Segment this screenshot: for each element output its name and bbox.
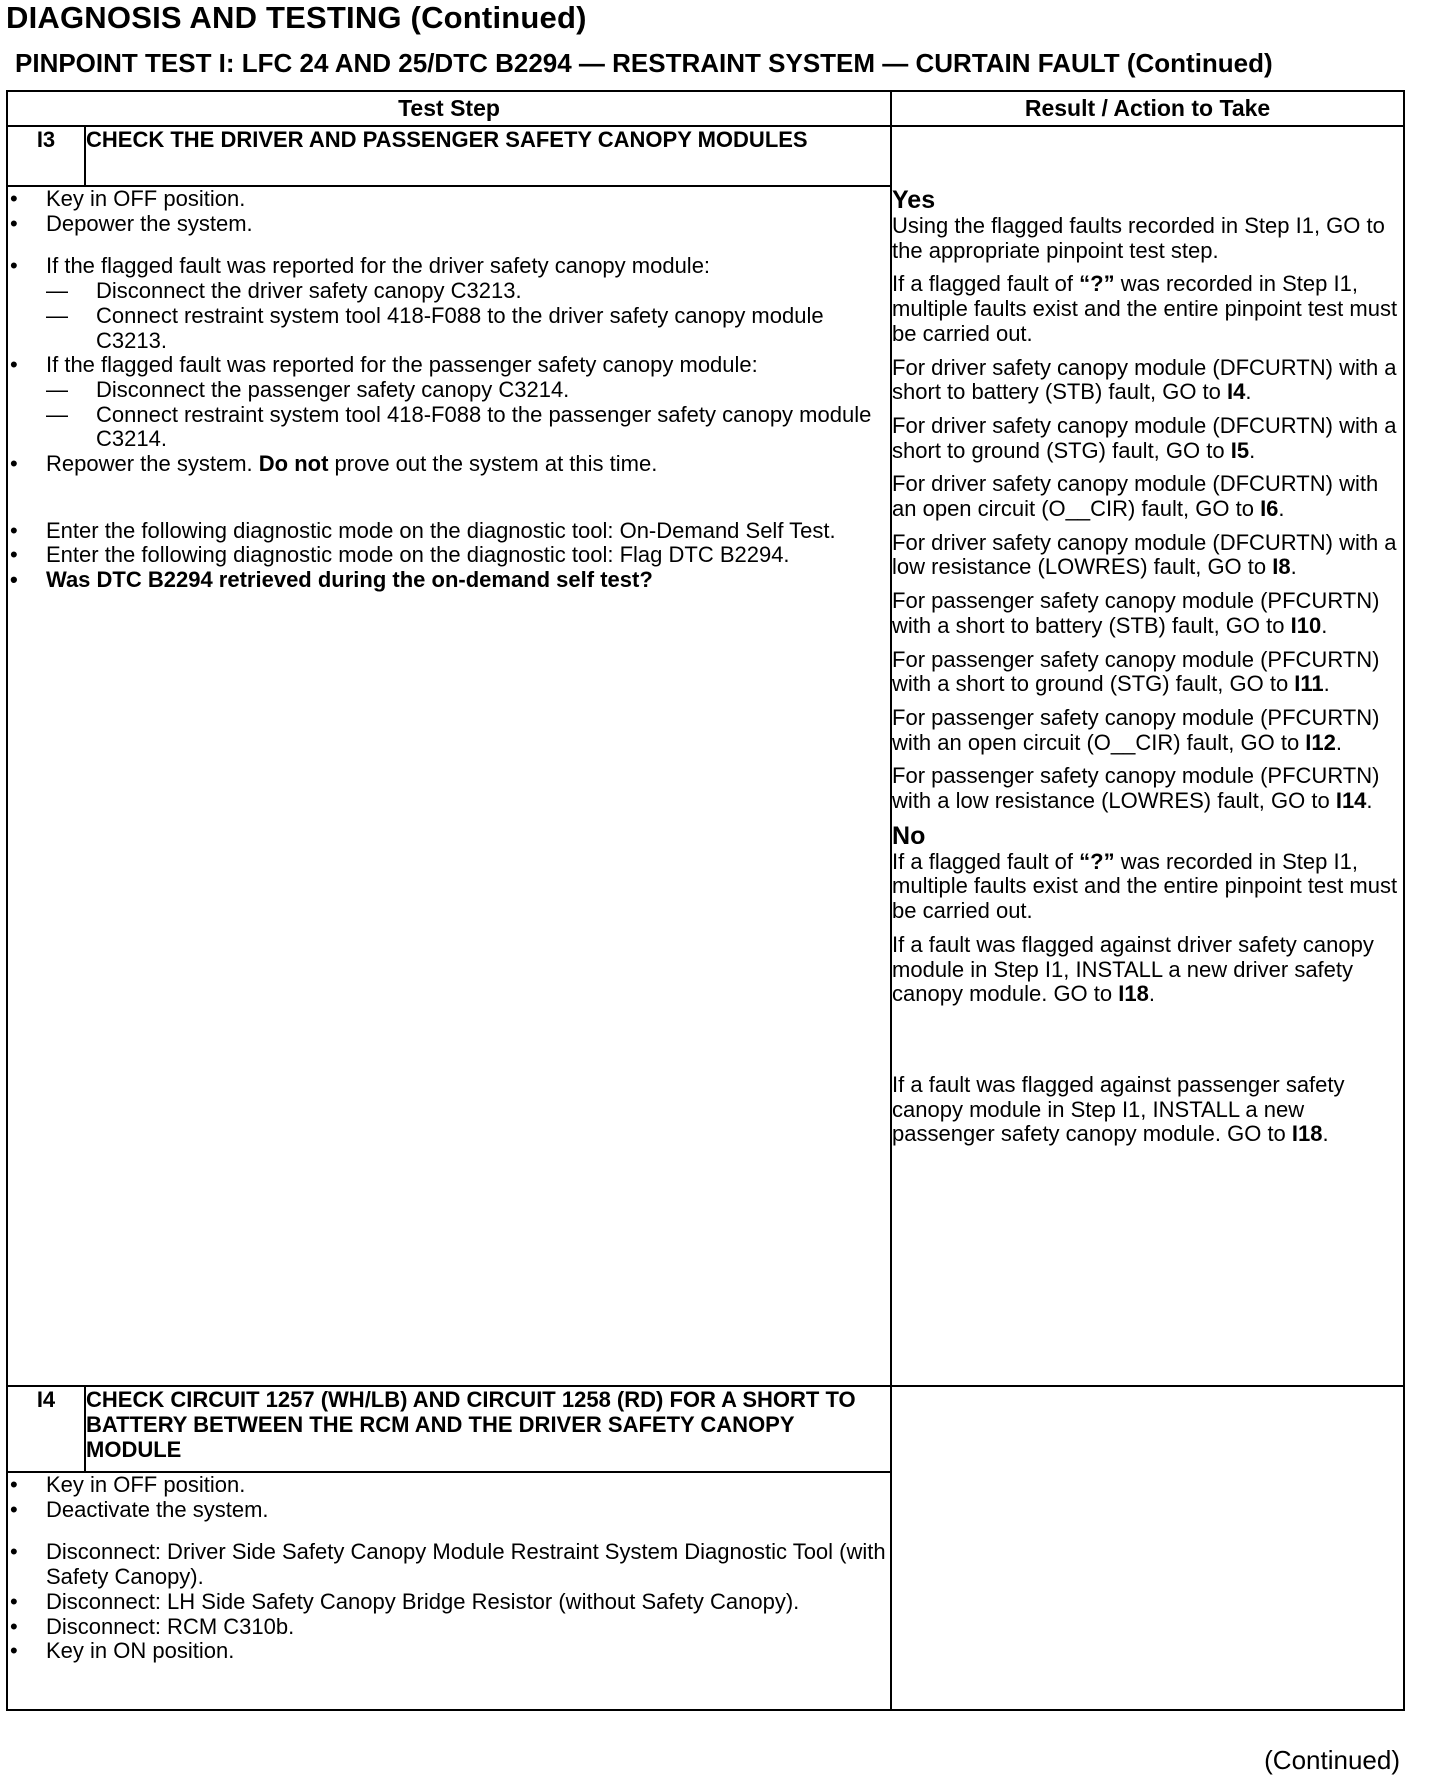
step-i4-heading-row xyxy=(7,1386,1404,1472)
sub-step-item: — Disconnect the passenger safety canopy C3214. xyxy=(46,378,890,403)
sub-step-item: — Connect restraint system tool 418-F088 to the passenger safety canopy module C3214. xyxy=(46,403,890,452)
result-fault: For driver safety canopy module (DFCURTN) with an open circuit (O__CIR) fault, GO to I6. xyxy=(892,471,1379,522)
page-title: DIAGNOSIS AND TESTING (Continued) xyxy=(6,0,587,35)
result-fault: For passenger safety canopy module (PFCURTN) with a low resistance (LOWRES) fault, GO to I14. xyxy=(892,763,1380,814)
test-step-header: Test Step xyxy=(7,91,891,126)
step-i3-heading-row xyxy=(7,126,1404,186)
step-i4-instructions xyxy=(7,1472,891,1710)
step-item: • If the flagged fault was reported for the driver safety canopy module: — Disconnect the driver safety canopy C3213. — Connect restraint system tool 418-F088 to the driver safety canopy module C3213. xyxy=(8,254,890,353)
result-fault: For passenger safety canopy module (PFCURTN) with a short to ground (STG) fault, GO to I11. xyxy=(892,646,1380,697)
result-text: If a fault was flagged against passenger safety canopy module in Step I1, INSTALL a new passenger safety canopy module. GO to I18. xyxy=(892,1071,1345,1147)
go-step-link[interactable]: I8 xyxy=(1272,554,1291,580)
go-step-link[interactable]: I4 xyxy=(1227,379,1246,405)
table-header-row xyxy=(7,91,1404,126)
go-step-link[interactable]: I14 xyxy=(1335,788,1367,814)
yes-label: Yes xyxy=(892,186,936,214)
pinpoint-test-table xyxy=(6,90,1405,1711)
step-heading: CHECK THE DRIVER AND PASSENGER SAFETY CANOPY MODULES xyxy=(85,126,891,186)
result-fault: For driver safety canopy module (DFCURTN) with a low resistance (LOWRES) fault, GO to I8. xyxy=(892,529,1397,580)
step-item: • If the flagged fault was reported for the passenger safety canopy module: — Disconnect the passenger safety canopy C3214. — Connect restraint system tool 418-F088 to the passenger safety canopy module C3214. xyxy=(8,353,890,452)
sub-step-item: — Connect restraint system tool 418-F088 to the driver safety canopy module C3213. xyxy=(46,304,890,353)
step-item: • Disconnect: LH Side Safety Canopy Bridge Resistor (without Safety Canopy). xyxy=(8,1590,890,1615)
continued-footer: (Continued) xyxy=(1264,1745,1400,1775)
step-item: • Depower the system. xyxy=(8,212,890,237)
go-step-link[interactable]: I12 xyxy=(1305,729,1336,755)
step-item: • Enter the following diagnostic mode on the diagnostic tool: Flag DTC B2294. xyxy=(8,543,890,568)
step-item: • Disconnect: Driver Side Safety Canopy Module Restraint System Diagnostic Tool (with Safety Canopy). xyxy=(8,1540,890,1589)
step-item: • Deactivate the system. xyxy=(8,1498,890,1523)
go-step-link[interactable]: I11 xyxy=(1294,671,1324,697)
go-step-link[interactable]: I5 xyxy=(1230,437,1250,463)
go-step-link[interactable]: I10 xyxy=(1290,612,1322,638)
sub-step-item: — Disconnect the driver safety canopy C3213. xyxy=(46,279,890,304)
step-heading: CHECK CIRCUIT 1257 (WH/LB) AND CIRCUIT 1258 (RD) FOR A SHORT TO BATTERY BETWEEN THE RCM AND THE DRIVER SAFETY CANOPY MODULE xyxy=(85,1386,891,1472)
go-step-link[interactable]: I18 xyxy=(1118,981,1149,1007)
step-question: • Was DTC B2294 retrieved during the on-demand self test? xyxy=(8,568,890,593)
step-item: • Key in OFF position. xyxy=(8,1473,890,1498)
step-item: • Key in OFF position. xyxy=(8,187,890,212)
step-item: • Disconnect: RCM C310b. xyxy=(8,1615,890,1640)
pinpoint-test-title: PINPOINT TEST I: LFC 24 AND 25/DTC B2294 — RESTRAINT SYSTEM — CURTAIN FAULT (Continued) xyxy=(15,48,1273,78)
result-text: If a flagged fault of “?” was recorded in Step I1, multiple faults exist and the entire pinpoint test must be carried out. xyxy=(892,848,1398,924)
step-i4-results xyxy=(891,1386,1404,1710)
result-text: Using the flagged faults recorded in Step I1, GO to the appropriate pinpoint test step. xyxy=(892,213,1385,263)
result-fault: For driver safety canopy module (DFCURTN) with a short to battery (STB) fault, GO to I4. xyxy=(892,354,1397,405)
step-id: I3 xyxy=(7,126,85,186)
step-i3-results xyxy=(891,126,1404,1386)
result-text: If a fault was flagged against driver safety canopy module in Step I1, INSTALL a new driver safety canopy module. GO to I18. xyxy=(892,931,1374,1007)
step-id: I4 xyxy=(7,1386,85,1472)
result-fault: For driver safety canopy module (DFCURTN) with a short to ground (STG) fault, GO to I5. xyxy=(892,412,1397,463)
no-label: No xyxy=(892,821,926,850)
step-item: • Key in ON position. xyxy=(8,1639,890,1664)
step-i3-instructions xyxy=(7,186,891,1386)
result-header: Result / Action to Take xyxy=(891,91,1404,126)
step-item: • Enter the following diagnostic mode on the diagnostic tool: On-Demand Self Test. xyxy=(8,519,890,544)
result-fault: For passenger safety canopy module (PFCURTN) with a short to battery (STB) fault, GO to I10. xyxy=(892,588,1380,638)
result-fault: For passenger safety canopy module (PFCURTN) with an open circuit (O__CIR) fault, GO to I12. xyxy=(892,704,1380,755)
go-step-link[interactable]: I6 xyxy=(1260,496,1279,522)
go-step-link[interactable]: I18 xyxy=(1291,1121,1323,1147)
result-text: If a flagged fault of “?” was recorded in Step I1, multiple faults exist and the entire pinpoint test must be carried out. xyxy=(892,271,1398,346)
step-item: • Repower the system. Do not prove out the system at this time. xyxy=(8,452,890,477)
